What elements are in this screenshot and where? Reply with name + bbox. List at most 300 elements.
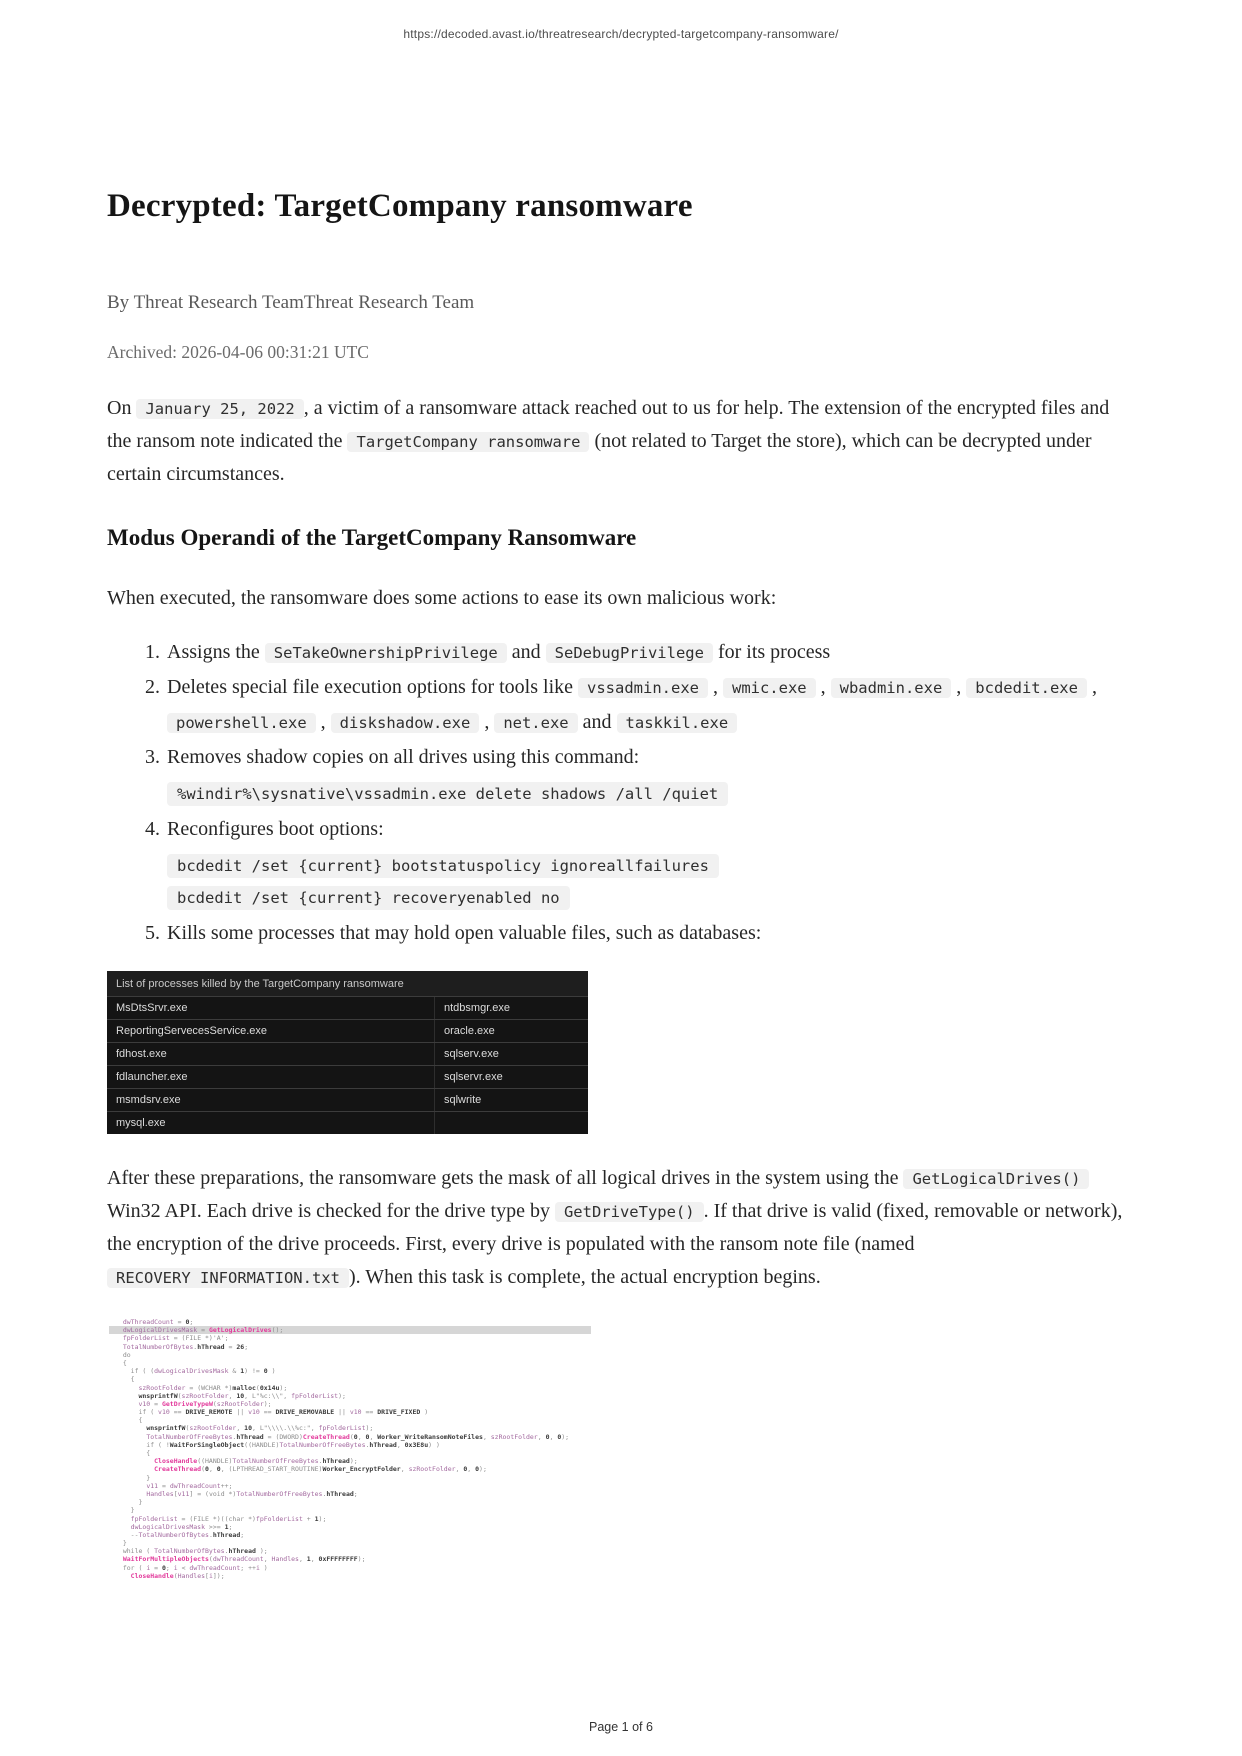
code-token: fpFolderList: [130, 1514, 178, 1523]
decompiled-code-listing: [109, 1318, 591, 1580]
code-token: ((HANDLE): [244, 1440, 280, 1449]
process-name-cell: fdlauncher.exe: [116, 1071, 188, 1083]
code-line: [109, 1392, 591, 1400]
code-token: hThread: [197, 1342, 225, 1351]
code-token: , (LPTHREAD_START_ROUTINE): [220, 1465, 323, 1474]
code-token: Handles: [271, 1555, 299, 1564]
code-token: ,: [357, 1432, 366, 1441]
inline-code: net.exe: [494, 713, 577, 733]
code-token: i: [255, 1563, 260, 1572]
code-token: .: [208, 1530, 213, 1539]
process-name-cell: MsDtsSrvr.exe: [116, 1002, 188, 1014]
code-token: 26: [236, 1342, 245, 1351]
code-token: --: [115, 1530, 139, 1539]
code-line: [109, 1515, 591, 1523]
code-line: [109, 1531, 591, 1539]
code-token: ]);: [212, 1571, 225, 1580]
command-code: bcdedit /set {current} bootstatuspolicy ignoreallfailures: [167, 854, 719, 878]
code-token: [115, 1384, 138, 1392]
text-run: After these preparations, the ransomware gets the mask of all logical drives in the system using the: [107, 1167, 904, 1189]
command-line: [167, 852, 1137, 878]
process-name-cell: msmdsrv.exe: [116, 1094, 181, 1106]
text-run: ,: [951, 676, 967, 698]
archived-timestamp: Archived: 2026-04-06 00:31:21 UTC: [107, 342, 369, 362]
text-run: , a victim of a ransomware attack reached out to us for help. The extension of the encrypted files and the ransom note indicated the: [107, 397, 1110, 452]
code-token: for (: [115, 1563, 147, 1572]
code-token: [115, 1326, 123, 1334]
code-token: 0: [216, 1465, 221, 1474]
code-line: [109, 1334, 591, 1342]
process-name-cell: sqlservr.exe: [434, 1066, 588, 1088]
code-line: [109, 1433, 591, 1441]
code-token: ;: [240, 1530, 245, 1539]
actions-ordered-list: [107, 635, 1137, 951]
code-token: if (: [115, 1408, 159, 1417]
text-run: ,: [315, 711, 331, 733]
code-token: dwLogicalDrivesMask: [122, 1326, 198, 1335]
code-token: wnsprintfW: [138, 1391, 178, 1400]
code-token: while (: [115, 1547, 155, 1556]
code-line: [109, 1408, 591, 1416]
code-token: = (FILE *)'A';: [169, 1334, 229, 1343]
process-name-cell: sqlserv.exe: [434, 1043, 588, 1065]
code-line: [109, 1490, 591, 1498]
code-token: hThread: [322, 1457, 350, 1466]
text-run: and: [506, 641, 546, 663]
code-token: }: [115, 1473, 151, 1482]
code-token: fpFolderList: [122, 1334, 170, 1343]
code-token: szRootFolder: [216, 1399, 264, 1408]
print-header-url: https://decoded.avast.io/threatresearch/decrypted-targetcompany-ransomware/: [403, 27, 839, 41]
code-token: 1: [240, 1367, 245, 1376]
code-line-highlighted: [109, 1326, 591, 1334]
text-run: Removes shadow copies on all drives using this command:: [167, 746, 640, 768]
code-token: ==: [361, 1408, 378, 1417]
code-token: ] = (void *): [189, 1489, 237, 1498]
code-token: v10: [138, 1399, 151, 1408]
code-token: WaitForMultipleObjects: [122, 1555, 209, 1564]
code-token: [115, 1457, 154, 1465]
text-run: Kills some processes that may hold open valuable files, such as databases:: [167, 922, 762, 944]
text-run: ,: [479, 711, 495, 733]
code-token: [115, 1318, 123, 1326]
code-token: ,: [298, 1555, 307, 1564]
code-line: [109, 1441, 591, 1449]
code-token: [115, 1400, 138, 1408]
code-token: (: [201, 1465, 206, 1474]
process-name-cell: [434, 1112, 588, 1134]
table-row: [107, 1042, 588, 1065]
code-token: [115, 1465, 154, 1473]
code-token: = (WCHAR *): [185, 1383, 233, 1392]
code-line: [109, 1351, 591, 1359]
code-token: ): [267, 1367, 276, 1376]
code-line: [109, 1474, 591, 1482]
table-row: [107, 1019, 588, 1042]
action-list-item: [165, 670, 1137, 740]
code-token: ,: [455, 1465, 464, 1474]
code-token: dwLogicalDrivesMask: [154, 1367, 229, 1376]
code-token: =: [173, 1318, 186, 1326]
code-token: 0: [353, 1432, 358, 1441]
code-token: dwThreadCount: [169, 1481, 221, 1490]
text-run: ). When this task is complete, the actual encryption begins.: [348, 1266, 821, 1288]
code-token: dwThreadCount: [122, 1318, 174, 1326]
code-token: }: [115, 1506, 135, 1515]
code-token: [115, 1482, 146, 1490]
table-row: [107, 1088, 588, 1111]
code-token: dwThreadCount: [189, 1563, 241, 1572]
code-token: ; ++: [240, 1563, 256, 1572]
code-token: hThread: [236, 1432, 264, 1441]
paragraph-drives: [107, 1162, 1137, 1294]
inline-code: TargetCompany ransomware: [347, 432, 589, 452]
code-token: i: [208, 1571, 213, 1580]
inline-code: wmic.exe: [723, 678, 816, 698]
inline-code: SeDebugPrivilege: [546, 643, 713, 663]
code-token: (: [177, 1391, 182, 1400]
code-token: ;: [189, 1318, 194, 1326]
code-token: =: [158, 1481, 170, 1490]
code-token: (: [212, 1399, 217, 1408]
inline-code: diskshadow.exe: [331, 713, 480, 733]
code-token: fpFolderList: [291, 1391, 339, 1400]
code-token: 10: [244, 1424, 252, 1433]
code-token: Handles: [177, 1571, 206, 1580]
code-token: ||: [334, 1408, 350, 1417]
code-token: ,: [208, 1465, 217, 1474]
code-token: DRIVE_REMOVABLE: [275, 1408, 335, 1417]
inline-code: wbadmin.exe: [831, 678, 952, 698]
code-line: [109, 1318, 591, 1326]
code-token: =: [224, 1342, 237, 1351]
code-token: &: [228, 1367, 241, 1376]
code-token: , L"%c:\\",: [244, 1391, 292, 1400]
code-token: ,: [369, 1432, 378, 1441]
code-token: i: [173, 1563, 178, 1572]
code-token: if ( !: [115, 1440, 170, 1449]
code-token: 1: [224, 1522, 229, 1531]
code-token: [115, 1334, 123, 1342]
code-token: = (FILE *)((char *): [177, 1514, 256, 1523]
code-token: }: [115, 1539, 127, 1548]
code-token: ,: [396, 1440, 405, 1449]
code-token: malloc: [232, 1383, 256, 1392]
code-token: {: [115, 1375, 135, 1384]
code-token: (: [185, 1424, 190, 1433]
text-run: Win32 API. Each drive is checked for the drive type by: [107, 1200, 555, 1222]
code-token: ;: [353, 1489, 358, 1498]
text-run: ,: [1086, 676, 1097, 698]
code-token: dwThreadCount: [212, 1555, 264, 1564]
text-run: and: [577, 711, 617, 733]
code-token: (: [255, 1383, 260, 1392]
code-token: hThread: [326, 1489, 354, 1498]
code-line: [109, 1343, 591, 1351]
code-token: szRootFolder: [181, 1391, 229, 1400]
action-list-item: [165, 812, 1137, 910]
code-token: GetLogicalDrives: [208, 1326, 272, 1335]
code-token: fpFolderList: [255, 1514, 303, 1523]
code-token: [115, 1572, 131, 1580]
code-token: .: [318, 1457, 323, 1466]
code-token: .: [232, 1432, 237, 1441]
inline-code: powershell.exe: [167, 713, 316, 733]
code-token: hThread: [228, 1547, 256, 1556]
code-token: =: [150, 1563, 162, 1572]
code-token: 0: [161, 1563, 166, 1572]
text-run: Assigns the: [167, 641, 265, 663]
code-token: );: [479, 1465, 487, 1474]
code-token: );: [349, 1457, 358, 1466]
code-token: ,: [467, 1465, 476, 1474]
code-token: 0: [205, 1465, 209, 1474]
inline-code: GetLogicalDrives(): [903, 1169, 1089, 1189]
code-token: TotalNumberOfFreeBytes: [232, 1457, 319, 1466]
command-line: [167, 884, 1137, 910]
table-body: [107, 996, 588, 1134]
code-token: (: [173, 1571, 178, 1580]
code-line: [109, 1416, 591, 1424]
article-byline: By Threat Research TeamThreat Research Team: [107, 292, 475, 313]
code-token: <: [177, 1563, 190, 1572]
code-token: CloseHandle: [130, 1571, 174, 1580]
code-token: v11: [177, 1489, 190, 1498]
command-code: bcdedit /set {current} recoveryenabled no: [167, 886, 570, 910]
command-code: %windir%\sysnative\vssadmin.exe delete shadows /all /quiet: [167, 782, 728, 806]
code-token: TotalNumberOfBytes: [154, 1547, 225, 1556]
section-heading: Modus Operandi of the TargetCompany Ransomware: [107, 525, 637, 550]
code-token: [115, 1424, 146, 1432]
code-token: 0: [185, 1318, 190, 1326]
code-line: [109, 1482, 591, 1490]
code-token: fpFolderList: [318, 1424, 366, 1433]
code-token: hThread: [212, 1530, 241, 1539]
code-token: i: [146, 1563, 151, 1572]
code-token: 0: [263, 1367, 268, 1376]
code-token: +: [302, 1514, 315, 1523]
code-token: do: [115, 1350, 131, 1359]
code-token: );: [338, 1391, 346, 1400]
code-token: );: [365, 1424, 374, 1433]
process-name-cell: ntdbsmgr.exe: [434, 997, 588, 1019]
text-run: (not related to Target the store), which can be decrypted under certain circumstances.: [107, 430, 1092, 485]
code-token: 0: [463, 1465, 468, 1474]
text-run: . If that drive is valid (fixed, removable or network), the encryption of the drive proceeds. First, every drive is populated with the ransom note file (named: [107, 1200, 1123, 1255]
code-token: );: [255, 1547, 268, 1556]
code-token: .: [224, 1547, 229, 1556]
code-token: ==: [259, 1408, 276, 1417]
code-token: ): [259, 1563, 268, 1572]
code-line: [109, 1564, 591, 1572]
code-token: CreateThread: [154, 1465, 202, 1474]
code-line: [109, 1457, 591, 1465]
code-token: }: [115, 1498, 143, 1507]
process-name-cell: ReportingServecesService.exe: [116, 1025, 268, 1037]
code-token: 0: [475, 1465, 480, 1474]
text-run: for its process: [712, 641, 831, 663]
code-token: szRootFolder: [138, 1383, 186, 1392]
code-token: Handles: [146, 1489, 174, 1498]
code-line: [109, 1400, 591, 1408]
code-token: ;: [228, 1522, 233, 1531]
process-name-cell: fdhost.exe: [116, 1048, 167, 1060]
code-token: [: [173, 1489, 178, 1498]
code-token: );: [263, 1399, 272, 1408]
code-token: v11: [146, 1481, 159, 1490]
code-token: ==: [169, 1408, 186, 1417]
inline-code: taskkil.exe: [617, 713, 738, 733]
code-line: [109, 1498, 591, 1506]
action-list-item: [165, 740, 1137, 806]
code-token: szRootFolder: [490, 1432, 538, 1441]
code-line: [109, 1572, 591, 1580]
code-line: [109, 1367, 591, 1375]
code-token: .: [322, 1489, 327, 1498]
code-token: ,: [537, 1432, 546, 1441]
code-token: .: [365, 1440, 370, 1449]
code-token: 0x3E8u: [404, 1440, 429, 1449]
code-token: );: [561, 1432, 570, 1441]
code-token: [115, 1555, 123, 1563]
text-run: When executed, the ransomware does some actions to ease its own malicious work:: [107, 587, 777, 609]
code-line: [109, 1555, 591, 1563]
code-line: [109, 1547, 591, 1555]
code-token: 1: [306, 1555, 311, 1564]
command-line: [167, 780, 1137, 806]
code-token: ();: [271, 1326, 284, 1335]
inline-code: vssadmin.exe: [578, 678, 708, 698]
code-token: Worker_EncryptFolder: [322, 1465, 401, 1474]
action-list-item: [165, 635, 1137, 670]
code-token: wnsprintfW: [146, 1424, 186, 1433]
code-token: ((HANDLE): [197, 1457, 233, 1466]
code-token: ) !=: [244, 1367, 264, 1376]
code-token: WaitForSingleObject: [169, 1440, 245, 1449]
code-token: );: [357, 1555, 366, 1564]
inline-code: SeTakeOwnershipPrivilege: [265, 643, 507, 663]
code-token: 0x14u: [259, 1383, 280, 1392]
code-token: [115, 1490, 146, 1498]
code-token: >>=: [205, 1522, 225, 1531]
code-token: CloseHandle: [154, 1457, 198, 1466]
code-token: DRIVE_FIXED: [377, 1408, 421, 1417]
code-line: [109, 1384, 591, 1392]
code-token: 0: [365, 1432, 370, 1441]
code-line: [109, 1465, 591, 1473]
code-token: {: [115, 1449, 151, 1457]
process-name-cell: sqlwrite: [434, 1089, 588, 1111]
code-token: [115, 1392, 138, 1400]
code-token: dwLogicalDrivesMask: [130, 1522, 206, 1531]
inline-code: bcdedit.exe: [966, 678, 1087, 698]
code-token: ) ): [428, 1440, 440, 1449]
code-token: =: [150, 1399, 162, 1408]
code-token: ,: [310, 1555, 319, 1564]
code-token: (: [349, 1432, 354, 1441]
code-token: TotalNumberOfBytes: [138, 1530, 209, 1539]
code-token: ,: [482, 1432, 491, 1441]
code-token: {: [115, 1416, 143, 1425]
code-token: ,: [549, 1432, 558, 1441]
process-name-cell: mysql.exe: [116, 1117, 166, 1129]
code-token: ,: [228, 1391, 237, 1400]
code-token: (: [208, 1555, 213, 1564]
text-run: ,: [707, 676, 723, 698]
code-token: hThread: [369, 1440, 397, 1449]
code-token: 10: [236, 1391, 245, 1400]
inline-code: January 25, 2022: [136, 399, 303, 419]
code-token: 0xFFFFFFFF: [318, 1555, 358, 1564]
code-line: [109, 1359, 591, 1367]
code-token: [: [205, 1571, 209, 1580]
code-token: TotalNumberOfFreeBytes: [279, 1440, 366, 1449]
paragraph-actions-lead: [107, 582, 1137, 615]
code-token: CreateThread: [302, 1432, 350, 1441]
code-token: DRIVE_REMOTE: [185, 1408, 233, 1417]
table-caption: List of processes killed by the TargetCompany ransomware: [107, 971, 588, 996]
action-list-item: [165, 916, 1137, 951]
code-token: Worker_WriteRansomNoteFiles: [377, 1432, 483, 1441]
process-name-cell: oracle.exe: [434, 1020, 588, 1042]
text-run: Reconfigures boot options:: [167, 818, 384, 840]
paragraph-intro: [107, 392, 1137, 491]
code-token: = (DWORD): [263, 1432, 303, 1441]
table-row: [107, 996, 588, 1019]
code-token: szRootFolder: [189, 1424, 237, 1433]
code-line: [109, 1375, 591, 1383]
code-token: );: [279, 1383, 288, 1392]
code-token: ,: [400, 1465, 409, 1474]
code-line: [109, 1539, 591, 1547]
code-token: 0: [557, 1432, 562, 1441]
code-token: ++;: [220, 1481, 233, 1490]
code-token: =: [197, 1326, 209, 1335]
code-line: [109, 1424, 591, 1432]
code-token: ): [420, 1408, 429, 1417]
page-number: Page 1 of 6: [589, 1720, 653, 1734]
text-run: On: [107, 397, 137, 419]
code-token: szRootFolder: [408, 1465, 456, 1474]
code-token: [115, 1433, 146, 1441]
code-token: );: [318, 1514, 327, 1523]
code-token: v10: [248, 1408, 260, 1417]
code-token: ;: [165, 1563, 174, 1572]
inline-code: GetDriveType(): [555, 1202, 704, 1222]
code-token: [115, 1343, 123, 1351]
article-title: Decrypted: TargetCompany ransomware: [107, 188, 693, 224]
code-token: [115, 1515, 131, 1523]
text-run: ,: [815, 676, 831, 698]
code-token: 1: [314, 1514, 319, 1523]
code-token: TotalNumberOfBytes: [122, 1342, 194, 1351]
code-token: if ( (: [115, 1367, 155, 1376]
code-token: ,: [263, 1555, 272, 1564]
code-line: [109, 1506, 591, 1514]
code-token: ||: [232, 1408, 249, 1417]
code-token: ,: [236, 1424, 245, 1433]
code-token: {: [115, 1358, 127, 1367]
code-line: [109, 1449, 591, 1457]
code-line: [109, 1523, 591, 1531]
killed-processes-table: [107, 971, 588, 1134]
inline-code: RECOVERY INFORMATION.txt: [107, 1268, 349, 1288]
code-token: GetDriveTypeW: [161, 1399, 213, 1408]
code-token: v10: [349, 1408, 362, 1417]
code-token: 0: [545, 1432, 550, 1441]
code-token: .: [193, 1342, 198, 1351]
code-token: TotalNumberOfFreeBytes: [146, 1432, 233, 1441]
